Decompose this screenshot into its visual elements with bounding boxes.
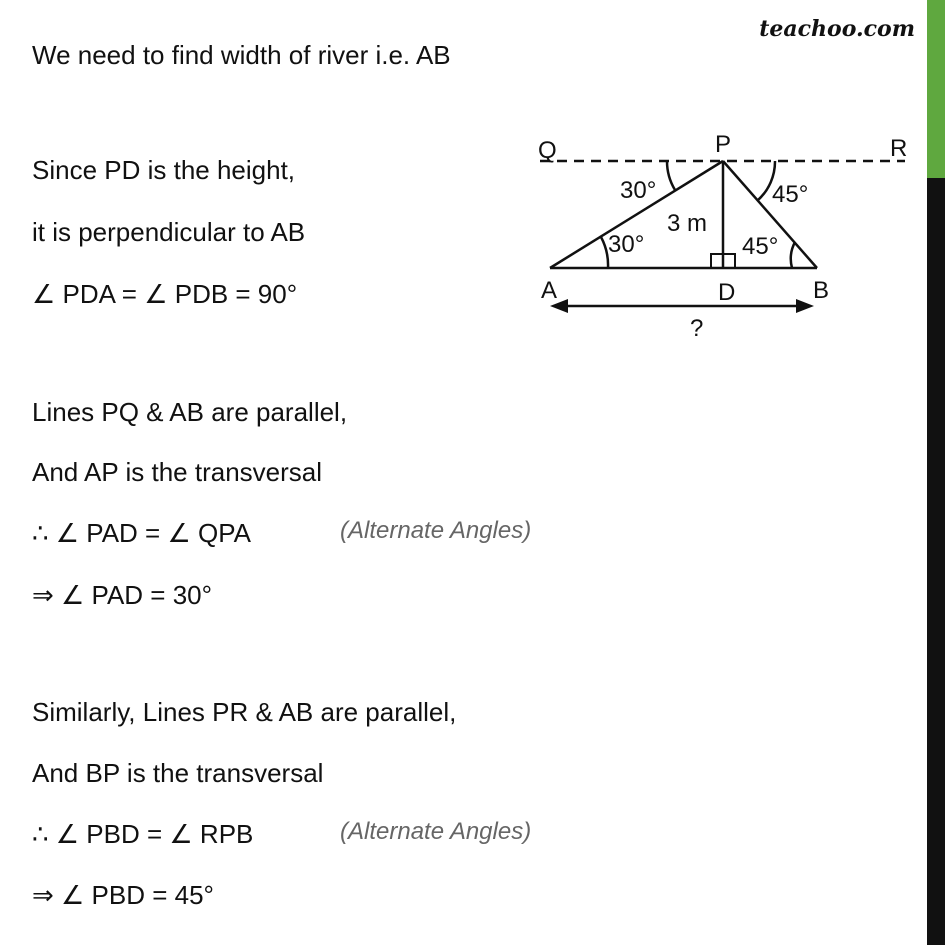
text-line-8: ⇒ ∠ PAD = 30° (32, 580, 213, 610)
text-line-12: ⇒ ∠ PBD = 45° (32, 880, 214, 910)
text-line-5: Lines PQ & AB are parallel, (32, 397, 348, 427)
label-width: ? (690, 315, 704, 342)
label-p: P (715, 131, 732, 158)
arc-qpa (667, 161, 675, 190)
text-line-1: We need to find width of river i.e. AB (32, 40, 451, 70)
label-q: Q (538, 137, 557, 164)
river-diagram (520, 130, 920, 350)
arc-pad (601, 237, 608, 268)
text-line-7: ∴ ∠ PAD = ∠ QPA (32, 518, 251, 548)
label-angle-qpa: 30° (620, 177, 657, 204)
label-r: R (890, 135, 908, 162)
width-arrow-right-head (796, 299, 814, 313)
teachoo-logo: teachoo.com (759, 16, 915, 42)
text-line-3: it is perpendicular to AB (32, 217, 306, 247)
label-d: D (718, 279, 736, 306)
label-angle-pbd: 45° (742, 233, 779, 260)
text-line-4: ∠ PDA = ∠ PDB = 90° (32, 279, 298, 309)
text-line-9: Similarly, Lines PR & AB are parallel, (32, 697, 457, 727)
alternate-angles-note-1: (Alternate Angles) (340, 517, 532, 544)
text-line-10: And BP is the transversal (32, 758, 324, 788)
scrollbar-track[interactable] (927, 0, 945, 945)
label-angle-pad: 30° (608, 231, 645, 258)
text-line-11: ∴ ∠ PBD = ∠ RPB (32, 819, 254, 849)
label-a: A (541, 277, 558, 304)
text-line-2: Since PD is the height, (32, 155, 296, 185)
label-b: B (813, 277, 830, 304)
scrollbar-thumb[interactable] (927, 0, 945, 178)
text-line-6: And AP is the transversal (32, 457, 323, 487)
alternate-angles-note-2: (Alternate Angles) (340, 818, 532, 845)
label-height: 3 m (667, 210, 708, 237)
arc-pbd (791, 242, 795, 268)
label-angle-rpb: 45° (772, 181, 809, 208)
